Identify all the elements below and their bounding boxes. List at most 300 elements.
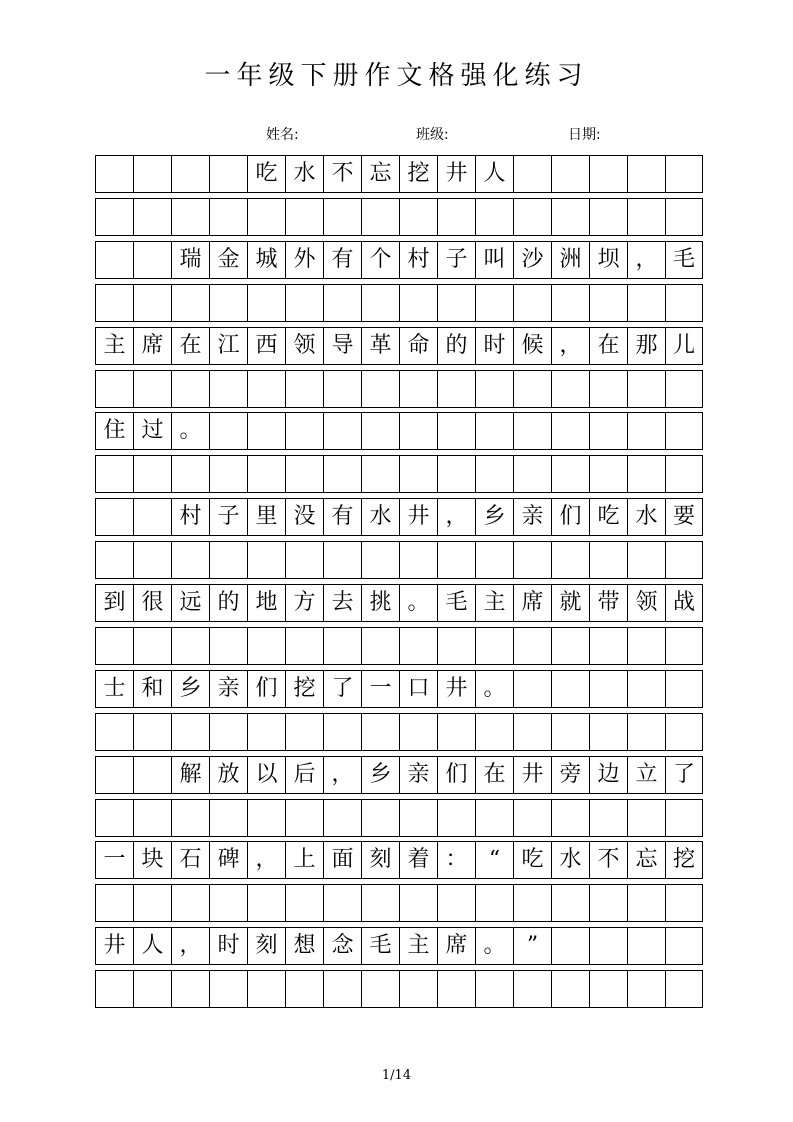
grid-cell xyxy=(95,756,133,794)
grid-row xyxy=(95,970,703,1008)
grid-cell: 方 xyxy=(285,584,323,622)
grid-row xyxy=(95,627,703,665)
grid-cell: 不 xyxy=(589,841,627,879)
grid-cell xyxy=(209,370,247,408)
grid-cell xyxy=(399,198,437,236)
grid-cell xyxy=(665,970,703,1008)
grid-cell: 想 xyxy=(285,927,323,965)
grid-cell xyxy=(133,155,171,193)
grid-cell: 亲 xyxy=(209,670,247,708)
grid-cell xyxy=(209,713,247,751)
grid-cell: ： xyxy=(437,841,475,879)
grid-cell xyxy=(209,627,247,665)
grid-cell xyxy=(551,799,589,837)
grid-cell xyxy=(285,627,323,665)
grid-cell xyxy=(551,284,589,322)
grid-cell: 挖 xyxy=(665,841,703,879)
grid-cell xyxy=(513,627,551,665)
grid-cell xyxy=(627,412,665,450)
grid-cell xyxy=(475,884,513,922)
grid-cell: 的 xyxy=(437,327,475,365)
grid-cell xyxy=(551,198,589,236)
grid-cell xyxy=(133,455,171,493)
grid-cell: 毛 xyxy=(361,927,399,965)
grid-cell: 忘 xyxy=(627,841,665,879)
grid-cell xyxy=(437,455,475,493)
grid-cell xyxy=(475,284,513,322)
grid-cell: 要 xyxy=(665,498,703,536)
grid-cell: 。 xyxy=(171,412,209,450)
grid-cell xyxy=(475,198,513,236)
grid-cell: 了 xyxy=(323,670,361,708)
grid-cell xyxy=(399,412,437,450)
grid-cell xyxy=(627,541,665,579)
grid-cell xyxy=(399,455,437,493)
grid-cell xyxy=(95,241,133,279)
grid-cell xyxy=(323,627,361,665)
grid-cell xyxy=(247,799,285,837)
grid-cell xyxy=(513,284,551,322)
grid-cell: 井 xyxy=(437,155,475,193)
grid-cell xyxy=(627,155,665,193)
grid-cell: 水 xyxy=(361,498,399,536)
grid-cell xyxy=(209,799,247,837)
grid-cell xyxy=(95,198,133,236)
grid-cell xyxy=(133,756,171,794)
grid-cell: 。 xyxy=(399,584,437,622)
grid-cell xyxy=(285,198,323,236)
grid-cell: 井 xyxy=(437,670,475,708)
grid-cell xyxy=(589,927,627,965)
grid-cell xyxy=(285,412,323,450)
grid-cell xyxy=(551,370,589,408)
grid-cell xyxy=(551,927,589,965)
grid-cell xyxy=(323,284,361,322)
grid-cell xyxy=(589,412,627,450)
grid-cell xyxy=(399,970,437,1008)
grid-cell xyxy=(323,970,361,1008)
grid-cell xyxy=(665,927,703,965)
grid-cell xyxy=(513,155,551,193)
grid-cell xyxy=(399,799,437,837)
grid-cell xyxy=(665,412,703,450)
grid-cell xyxy=(475,970,513,1008)
grid-cell: 刻 xyxy=(247,927,285,965)
grid-cell: 人 xyxy=(133,927,171,965)
grid-cell: 石 xyxy=(171,841,209,879)
grid-cell: 念 xyxy=(323,927,361,965)
grid-cell xyxy=(361,198,399,236)
grid-cell xyxy=(399,370,437,408)
grid-cell xyxy=(551,670,589,708)
grid-cell xyxy=(247,627,285,665)
grid-cell xyxy=(437,884,475,922)
grid-cell xyxy=(171,970,209,1008)
grid-cell: 们 xyxy=(247,670,285,708)
grid-cell xyxy=(399,713,437,751)
grid-cell xyxy=(171,541,209,579)
grid-cell: 放 xyxy=(209,756,247,794)
grid-cell xyxy=(361,627,399,665)
grid-row xyxy=(95,370,703,408)
grid-cell: 住 xyxy=(95,412,133,450)
grid-cell: 了 xyxy=(665,756,703,794)
grid-cell xyxy=(247,412,285,450)
grid-cell xyxy=(475,412,513,450)
grid-cell: 主 xyxy=(475,584,513,622)
grid-cell xyxy=(475,455,513,493)
grid-cell: 立 xyxy=(627,756,665,794)
grid-cell: 乡 xyxy=(475,498,513,536)
grid-cell xyxy=(665,455,703,493)
grid-cell xyxy=(285,284,323,322)
grid-cell: 碑 xyxy=(209,841,247,879)
grid-cell xyxy=(361,455,399,493)
grid-cell: 领 xyxy=(627,584,665,622)
grid-cell: 金 xyxy=(209,241,247,279)
grid-cell xyxy=(95,541,133,579)
grid-cell: 解 xyxy=(171,756,209,794)
grid-cell xyxy=(133,627,171,665)
grid-cell xyxy=(171,155,209,193)
grid-cell: “ xyxy=(475,841,513,879)
grid-row xyxy=(95,327,703,365)
grid-cell: 口 xyxy=(399,670,437,708)
grid-cell xyxy=(171,198,209,236)
grid-cell: 井 xyxy=(399,498,437,536)
grid-cell xyxy=(589,541,627,579)
grid-cell: 远 xyxy=(171,584,209,622)
grid-cell xyxy=(627,970,665,1008)
grid-cell xyxy=(665,627,703,665)
grid-cell: 战 xyxy=(665,584,703,622)
grid-cell xyxy=(437,412,475,450)
grid-cell xyxy=(513,198,551,236)
grid-cell: ， xyxy=(437,498,475,536)
grid-cell xyxy=(361,541,399,579)
grid-cell: ， xyxy=(551,327,589,365)
grid-row xyxy=(95,884,703,922)
grid-cell: 乡 xyxy=(171,670,209,708)
grid-cell: 们 xyxy=(551,498,589,536)
grid-cell xyxy=(361,412,399,450)
grid-cell: 吃 xyxy=(247,155,285,193)
grid-cell: ， xyxy=(627,241,665,279)
grid-cell: 洲 xyxy=(551,241,589,279)
grid-cell: 亲 xyxy=(513,498,551,536)
grid-cell xyxy=(95,498,133,536)
grid-cell: 席 xyxy=(133,327,171,365)
grid-cell xyxy=(285,884,323,922)
grid-cell xyxy=(513,370,551,408)
grid-cell: 时 xyxy=(209,927,247,965)
grid-cell: 挖 xyxy=(285,670,323,708)
grid-cell: 毛 xyxy=(437,584,475,622)
grid-cell xyxy=(209,198,247,236)
grid-cell: 旁 xyxy=(551,756,589,794)
grid-cell xyxy=(399,627,437,665)
grid-cell: 就 xyxy=(551,584,589,622)
grid-cell xyxy=(551,155,589,193)
grid-cell xyxy=(475,713,513,751)
grid-row xyxy=(95,799,703,837)
grid-cell: 很 xyxy=(133,584,171,622)
page-title: 一年级下册作文格强化练习 xyxy=(204,61,589,91)
grid-cell: 村 xyxy=(399,241,437,279)
grid-cell: 块 xyxy=(133,841,171,879)
grid-cell xyxy=(665,370,703,408)
grid-cell xyxy=(133,284,171,322)
grid-cell xyxy=(627,370,665,408)
grid-cell xyxy=(665,670,703,708)
grid-cell xyxy=(133,541,171,579)
grid-cell: 村 xyxy=(171,498,209,536)
grid-cell: 挑 xyxy=(361,584,399,622)
grid-cell: ， xyxy=(171,927,209,965)
grid-cell xyxy=(285,541,323,579)
grid-cell: ， xyxy=(247,841,285,879)
grid-row xyxy=(95,412,703,450)
grid-cell: 在 xyxy=(475,756,513,794)
grid-cell xyxy=(589,713,627,751)
grid-cell xyxy=(665,155,703,193)
grid-cell: 带 xyxy=(589,584,627,622)
grid-cell: ， xyxy=(323,756,361,794)
grid-cell xyxy=(323,412,361,450)
grid-cell xyxy=(437,370,475,408)
grid-cell xyxy=(323,198,361,236)
grid-row xyxy=(95,498,703,536)
grid-cell: 有 xyxy=(323,241,361,279)
grid-cell: 在 xyxy=(589,327,627,365)
grid-cell: 后 xyxy=(285,756,323,794)
grid-cell: 叫 xyxy=(475,241,513,279)
grid-cell: 面 xyxy=(323,841,361,879)
grid-cell: 外 xyxy=(285,241,323,279)
grid-cell: 有 xyxy=(323,498,361,536)
grid-cell xyxy=(437,198,475,236)
grid-cell: 个 xyxy=(361,241,399,279)
grid-cell xyxy=(209,541,247,579)
grid-cell xyxy=(171,284,209,322)
grid-cell: 在 xyxy=(171,327,209,365)
grid-cell xyxy=(627,284,665,322)
grid-cell: 那 xyxy=(627,327,665,365)
grid-cell xyxy=(133,970,171,1008)
grid-cell: 亲 xyxy=(399,756,437,794)
grid-cell: 命 xyxy=(399,327,437,365)
grid-cell xyxy=(171,370,209,408)
grid-cell xyxy=(589,455,627,493)
grid-cell xyxy=(323,455,361,493)
grid-cell xyxy=(589,155,627,193)
grid-cell xyxy=(361,884,399,922)
grid-cell: 一 xyxy=(361,670,399,708)
grid-cell xyxy=(361,713,399,751)
grid-cell xyxy=(437,713,475,751)
grid-cell xyxy=(551,455,589,493)
grid-cell xyxy=(361,970,399,1008)
grid-cell xyxy=(551,541,589,579)
grid-cell: 士 xyxy=(95,670,133,708)
grid-cell: 不 xyxy=(323,155,361,193)
grid-cell xyxy=(361,799,399,837)
grid-cell xyxy=(551,713,589,751)
grid-cell: 上 xyxy=(285,841,323,879)
grid-cell: 刻 xyxy=(361,841,399,879)
writing-grid xyxy=(95,155,703,1010)
grid-cell: 一 xyxy=(95,841,133,879)
grid-cell xyxy=(589,284,627,322)
grid-cell xyxy=(589,970,627,1008)
grid-cell xyxy=(133,241,171,279)
grid-cell xyxy=(133,198,171,236)
grid-cell xyxy=(247,970,285,1008)
grid-cell: 没 xyxy=(285,498,323,536)
grid-cell: 过 xyxy=(133,412,171,450)
grid-cell xyxy=(513,884,551,922)
grid-cell xyxy=(513,541,551,579)
grid-cell xyxy=(323,713,361,751)
grid-cell xyxy=(665,284,703,322)
grid-cell xyxy=(475,370,513,408)
grid-cell: 导 xyxy=(323,327,361,365)
grid-row xyxy=(95,155,703,193)
grid-cell xyxy=(323,799,361,837)
grid-cell xyxy=(551,970,589,1008)
grid-cell: 们 xyxy=(437,756,475,794)
grid-cell xyxy=(133,713,171,751)
date-label: 日期: xyxy=(568,127,601,143)
grid-row xyxy=(95,198,703,236)
grid-cell xyxy=(285,713,323,751)
grid-cell: 主 xyxy=(95,327,133,365)
grid-row xyxy=(95,284,703,322)
grid-cell xyxy=(551,627,589,665)
grid-cell xyxy=(95,370,133,408)
grid-cell xyxy=(209,412,247,450)
grid-cell: 忘 xyxy=(361,155,399,193)
grid-cell xyxy=(133,884,171,922)
grid-cell: 。 xyxy=(475,670,513,708)
grid-cell xyxy=(627,455,665,493)
grid-cell: 以 xyxy=(247,756,285,794)
grid-cell xyxy=(665,541,703,579)
grid-cell: 毛 xyxy=(665,241,703,279)
grid-cell xyxy=(323,370,361,408)
grid-cell: 主 xyxy=(399,927,437,965)
grid-row xyxy=(95,670,703,708)
grid-cell: 西 xyxy=(247,327,285,365)
grid-cell: 候 xyxy=(513,327,551,365)
grid-cell xyxy=(513,970,551,1008)
grid-cell: 井 xyxy=(95,927,133,965)
grid-cell: 吃 xyxy=(513,841,551,879)
grid-row xyxy=(95,927,703,965)
grid-cell: 边 xyxy=(589,756,627,794)
grid-cell xyxy=(285,970,323,1008)
grid-cell xyxy=(323,884,361,922)
grid-cell xyxy=(551,884,589,922)
grid-row xyxy=(95,241,703,279)
name-label: 姓名: xyxy=(266,127,299,143)
grid-row xyxy=(95,455,703,493)
grid-cell xyxy=(475,541,513,579)
grid-cell: 井 xyxy=(513,756,551,794)
grid-cell: 城 xyxy=(247,241,285,279)
grid-cell: ” xyxy=(513,927,551,965)
grid-cell xyxy=(247,284,285,322)
grid-row xyxy=(95,584,703,622)
grid-cell: 席 xyxy=(513,584,551,622)
grid-cell xyxy=(247,455,285,493)
grid-cell xyxy=(133,799,171,837)
grid-cell xyxy=(437,799,475,837)
grid-cell xyxy=(247,884,285,922)
grid-cell xyxy=(665,884,703,922)
grid-cell xyxy=(665,799,703,837)
grid-cell xyxy=(171,627,209,665)
grid-row xyxy=(95,841,703,879)
grid-cell xyxy=(513,799,551,837)
grid-cell xyxy=(627,884,665,922)
grid-cell xyxy=(513,713,551,751)
grid-cell xyxy=(247,541,285,579)
grid-cell xyxy=(171,799,209,837)
grid-cell: 坝 xyxy=(589,241,627,279)
grid-cell xyxy=(437,284,475,322)
page-number: 1/14 xyxy=(381,1068,412,1083)
grid-cell xyxy=(209,155,247,193)
grid-cell xyxy=(589,198,627,236)
grid-cell: 子 xyxy=(437,241,475,279)
grid-cell xyxy=(285,799,323,837)
grid-cell xyxy=(399,541,437,579)
grid-cell xyxy=(95,284,133,322)
grid-cell xyxy=(665,198,703,236)
grid-cell: 沙 xyxy=(513,241,551,279)
grid-cell xyxy=(171,884,209,922)
grid-cell: 吃 xyxy=(589,498,627,536)
grid-cell xyxy=(95,884,133,922)
grid-cell xyxy=(171,713,209,751)
grid-cell xyxy=(209,970,247,1008)
grid-cell: 地 xyxy=(247,584,285,622)
grid-cell xyxy=(551,412,589,450)
grid-cell xyxy=(627,670,665,708)
grid-cell xyxy=(589,799,627,837)
grid-cell xyxy=(627,799,665,837)
grid-cell xyxy=(247,370,285,408)
grid-cell xyxy=(627,713,665,751)
grid-cell xyxy=(133,370,171,408)
grid-cell: 的 xyxy=(209,584,247,622)
grid-cell: 儿 xyxy=(665,327,703,365)
grid-cell: 乡 xyxy=(361,756,399,794)
grid-row xyxy=(95,756,703,794)
grid-cell xyxy=(95,627,133,665)
grid-cell xyxy=(133,498,171,536)
grid-cell xyxy=(627,198,665,236)
grid-cell xyxy=(171,455,209,493)
grid-cell xyxy=(247,713,285,751)
grid-cell: 时 xyxy=(475,327,513,365)
grid-cell xyxy=(247,198,285,236)
grid-cell xyxy=(285,455,323,493)
grid-cell xyxy=(627,627,665,665)
grid-cell xyxy=(665,713,703,751)
grid-row xyxy=(95,713,703,751)
